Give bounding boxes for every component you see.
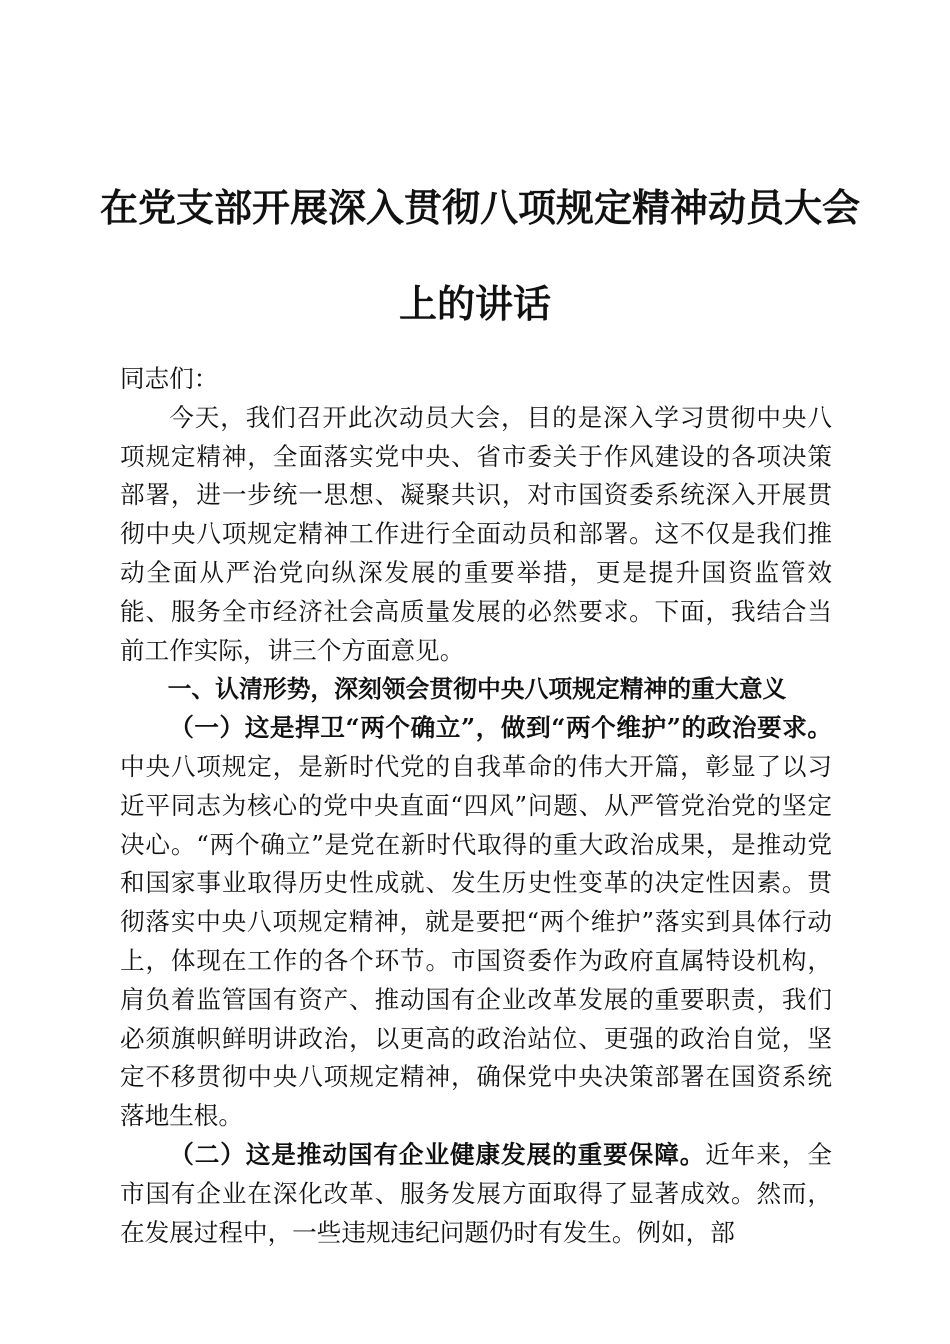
point-1-body: 中央八项规定，是新时代党的自我革命的伟大开篇，彰显了以习近平同志为核心的党中央直面“四风”问题、从严管党治党的坚定决心。“两个确立”是党在新时代取得的重大政治成果，是推动党和国家事业取得历史性成就、发生历史性变革的决定性因素。贯彻落实中央八项规定精神，就是要把“两个维护”落实到具体行动上，体现在工作的各个环节。市国资委作为政府直属特设机构，肩负着监管国有资产、推动国有企业改革发展的重要职责，我们必须旗帜鲜明讲政治，以更高的政治站位、更强的政治自觉，坚定不移贯彻中央八项规定精神，确保党中央决策部署在国资系统落地生根。 xyxy=(120,751,832,1131)
salutation: 同志们： xyxy=(120,364,219,393)
document-body xyxy=(120,360,832,1252)
title-line-2: 上的讲话 xyxy=(398,281,551,326)
document-title xyxy=(100,160,861,352)
section-1-heading: 一、认清形势，深刻领会贯彻中央八项规定精神的重大意义 xyxy=(167,675,787,704)
title-line-1: 在党支部开展深入贯彻八项规定精神动员大会 xyxy=(100,185,861,230)
intro-paragraph: 今天，我们召开此次动员大会，目的是深入学习贯彻中央八项规定精神，全面落实党中央、省市委关于作风建设的各项决策部署，进一步统一思想、凝聚共识，对市国资委系统深入开展贯彻中央八项规定精神工作进行全面动员和部署。这不仅是我们推动全面从严治党向纵深发展的重要举措，更是提升国资监管效能、服务全市经济社会高质量发展的必然要求。下面，我结合当前工作实际，讲三个方面意见。 xyxy=(120,402,832,665)
point-1-paragraph xyxy=(120,709,832,1136)
point-2-body: 近年来，全市国有企业在深化改革、服务发展方面取得了显著成效。然而，在发展过程中，一些违规违纪问题仍时有发生。例如，部 xyxy=(120,1139,832,1247)
point-1-heading: （一）这是捍卫“两个确立”，做到“两个维护”的政治要求。 xyxy=(169,713,832,743)
point-2-paragraph xyxy=(120,1136,832,1252)
point-2-heading: （二）这是推动国有企业健康发展的重要保障。 xyxy=(169,1139,706,1169)
